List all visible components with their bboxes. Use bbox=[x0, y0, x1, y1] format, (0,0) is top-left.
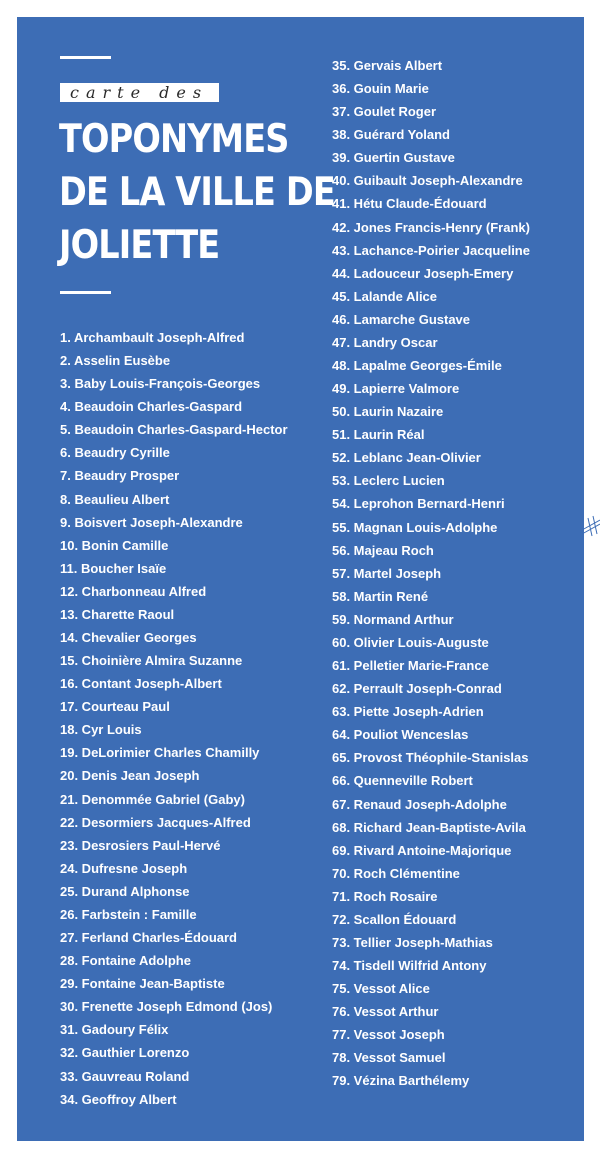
toponym-list-item: 70. Roch Clémentine bbox=[332, 865, 460, 881]
toponym-list-item: 31. Gadoury Félix bbox=[60, 1022, 169, 1038]
toponym-list-item: 24. Dufresne Joseph bbox=[60, 860, 188, 876]
toponym-list-item: 68. Richard Jean-Baptiste-Avila bbox=[332, 819, 526, 835]
toponym-list-item: 25. Durand Alphonse bbox=[60, 883, 190, 899]
toponym-list-item: 58. Martin René bbox=[332, 588, 429, 604]
toponym-list-item: 17. Courteau Paul bbox=[60, 699, 170, 715]
toponym-list-item: 27. Ferland Charles-Édouard bbox=[60, 930, 237, 946]
toponym-list-item: 61. Pelletier Marie-France bbox=[332, 658, 489, 674]
toponym-list-right bbox=[332, 54, 530, 1093]
toponym-list-item: 13. Charette Raoul bbox=[60, 606, 175, 622]
bottom-divider bbox=[60, 291, 111, 294]
toponym-list-item: 5. Beaudoin Charles-Gaspard-Hector bbox=[60, 422, 288, 438]
toponym-list-item: 38. Guérard Yoland bbox=[332, 127, 451, 143]
toponym-list-item: 57. Martel Joseph bbox=[332, 565, 442, 581]
top-divider bbox=[60, 56, 111, 59]
toponym-list-item: 11. Boucher Isaïe bbox=[60, 560, 167, 576]
toponym-list-item: 48. Lapalme Georges-Émile bbox=[332, 358, 502, 374]
toponym-list-item: 78. Vessot Samuel bbox=[332, 1050, 446, 1066]
toponym-list-item: 54. Leprohon Bernard-Henri bbox=[332, 496, 505, 512]
toponym-list-item: 79. Vézina Barthélemy bbox=[332, 1073, 470, 1089]
toponym-list-item: 16. Contant Joseph-Albert bbox=[60, 676, 222, 692]
toponym-list-item: 51. Laurin Réal bbox=[332, 427, 425, 443]
toponym-list-item: 34. Geoffroy Albert bbox=[60, 1091, 177, 1107]
subtitle-banner: carte des bbox=[60, 83, 219, 102]
toponym-list-item: 77. Vessot Joseph bbox=[332, 1027, 445, 1043]
toponym-list-item: 26. Farbstein : Famille bbox=[60, 906, 197, 922]
toponym-list-item: 18. Cyr Louis bbox=[60, 722, 142, 738]
toponym-list-item: 59. Normand Arthur bbox=[332, 611, 454, 627]
toponym-list-item: 56. Majeau Roch bbox=[332, 542, 434, 558]
toponym-list-item: 63. Piette Joseph-Adrien bbox=[332, 704, 484, 720]
toponym-list-item: 36. Gouin Marie bbox=[332, 81, 429, 97]
toponym-list-item: 46. Lamarche Gustave bbox=[332, 311, 471, 327]
toponym-list-item: 72. Scallon Édouard bbox=[332, 911, 457, 927]
toponym-list-item: 53. Leclerc Lucien bbox=[332, 473, 445, 489]
toponym-list-item: 52. Leblanc Jean-Olivier bbox=[332, 450, 481, 466]
toponym-list-item: 76. Vessot Arthur bbox=[332, 1004, 439, 1020]
toponym-list-item: 21. Denommée Gabriel (Gaby) bbox=[60, 791, 245, 807]
toponym-list-item: 9. Boisvert Joseph-Alexandre bbox=[60, 514, 243, 530]
toponym-list-item: 1. Archambault Joseph-Alfred bbox=[60, 330, 245, 345]
title-line: TOPONYMES bbox=[59, 117, 289, 162]
toponym-list-item: 3. Baby Louis-François-Georges bbox=[60, 376, 261, 392]
toponym-list-item: 29. Fontaine Jean-Baptiste bbox=[60, 976, 225, 992]
toponym-list-item: 55. Magnan Louis-Adolphe bbox=[332, 519, 498, 535]
hatch-decoration bbox=[580, 514, 600, 538]
toponym-list-item: 33. Gauvreau Roland bbox=[60, 1068, 190, 1084]
toponym-list-item: 49. Lapierre Valmore bbox=[332, 381, 460, 397]
toponym-list-item: 6. Beaudry Cyrille bbox=[60, 445, 170, 461]
toponym-list-item: 12. Charbonneau Alfred bbox=[60, 583, 207, 599]
toponym-list-item: 14. Chevalier Georges bbox=[60, 630, 197, 646]
toponym-list-item: 39. Guertin Gustave bbox=[332, 150, 455, 166]
toponym-list-item: 75. Vessot Alice bbox=[332, 981, 430, 997]
toponym-list-item: 42. Jones Francis-Henry (Frank) bbox=[332, 219, 530, 235]
toponym-list-item: 8. Beaulieu Albert bbox=[60, 491, 170, 507]
toponym-list-item: 69. Rivard Antoine-Majorique bbox=[332, 842, 512, 858]
toponym-list-item: 67. Renaud Joseph-Adolphe bbox=[332, 796, 507, 812]
toponym-list-item: 23. Desrosiers Paul-Hervé bbox=[60, 837, 221, 853]
toponym-list-item: 65. Provost Théophile-Stanislas bbox=[332, 750, 529, 766]
toponym-list-item: 66. Quenneville Robert bbox=[332, 773, 473, 789]
toponym-list-item: 22. Desormiers Jacques-Alfred bbox=[60, 814, 251, 830]
toponym-list-item: 35. Gervais Albert bbox=[332, 58, 443, 73]
poster-panel bbox=[17, 17, 584, 1141]
toponym-list-item: 50. Laurin Nazaire bbox=[332, 404, 444, 420]
toponym-list-item: 73. Tellier Joseph-Mathias bbox=[332, 934, 493, 950]
toponym-list-item: 7. Beaudry Prosper bbox=[60, 468, 180, 484]
title-line: JOLIETTE bbox=[59, 223, 220, 268]
toponym-list-item: 71. Roch Rosaire bbox=[332, 888, 438, 904]
toponym-list-item: 28. Fontaine Adolphe bbox=[60, 953, 191, 969]
toponym-list-item: 41. Hétu Claude-Édouard bbox=[332, 196, 487, 212]
toponym-list-item: 32. Gauthier Lorenzo bbox=[60, 1045, 190, 1061]
toponym-list-item: 4. Beaudoin Charles-Gaspard bbox=[60, 399, 243, 415]
title-line: DE LA VILLE DE bbox=[59, 170, 335, 215]
toponym-list-item: 60. Olivier Louis-Auguste bbox=[332, 634, 489, 650]
toponym-list-item: 45. Lalande Alice bbox=[332, 288, 438, 304]
toponym-list-left bbox=[60, 326, 288, 1111]
toponym-list-item: 30. Frenette Joseph Edmond (Jos) bbox=[60, 999, 273, 1015]
toponym-list-item: 74. Tisdell Wilfrid Antony bbox=[332, 958, 487, 974]
toponym-list-item: 19. DeLorimier Charles Chamilly bbox=[60, 745, 260, 761]
toponym-list-item: 2. Asselin Eusèbe bbox=[60, 353, 171, 369]
toponym-list-item: 44. Ladouceur Joseph-Emery bbox=[332, 265, 514, 281]
toponym-list-item: 40. Guibault Joseph-Alexandre bbox=[332, 173, 523, 189]
toponym-list-item: 15. Choinière Almira Suzanne bbox=[60, 653, 243, 669]
toponym-list-item: 20. Denis Jean Joseph bbox=[60, 768, 200, 784]
page-title bbox=[59, 113, 335, 272]
toponym-list-item: 62. Perrault Joseph-Conrad bbox=[332, 681, 502, 697]
toponym-list-item: 47. Landry Oscar bbox=[332, 334, 438, 350]
toponym-list-item: 10. Bonin Camille bbox=[60, 537, 169, 553]
toponym-list-item: 37. Goulet Roger bbox=[332, 104, 437, 120]
toponym-list-item: 43. Lachance-Poirier Jacqueline bbox=[332, 242, 530, 258]
toponym-list-item: 64. Pouliot Wenceslas bbox=[332, 727, 469, 743]
